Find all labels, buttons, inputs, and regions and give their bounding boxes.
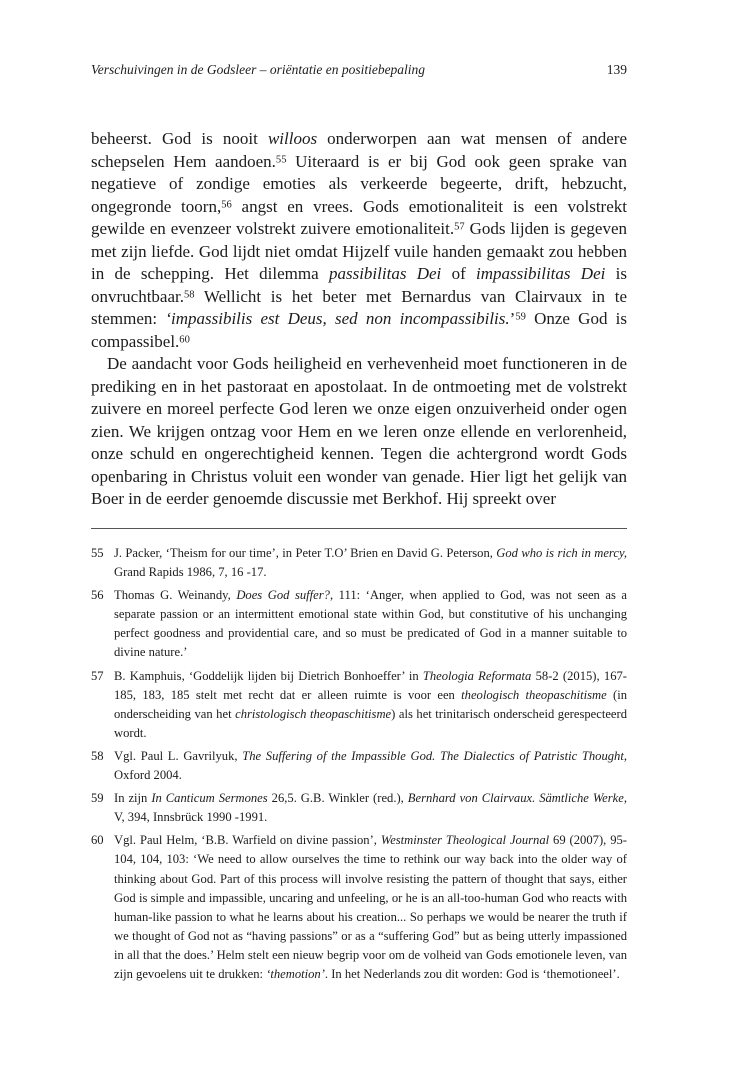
- footnote-ref-57[interactable]: 57: [454, 221, 465, 233]
- running-title: Verschuivingen in de Godsleer – oriëntatie en positiebepaling: [91, 62, 426, 77]
- main-text: [91, 128, 627, 511]
- paragraph-1: beheerst. God is nooit willoos onderworpen aan wat mensen of andere schepselen Hem aandoen.$^{55}$ Uiteraard is er bij God ook geen sprake van negatieve of zondige emoties als verkeerde begeerte, drift, hebzucht, ongegronde toorn,$^{56}$ angst en vrees. Gods emotionaliteit is een volstrekt gewilde en evenzeer volstrekt zuivere emotionaliteit.$^{57}$ Gods lijden is gegeven met zijn liefde. God lijdt niet omdat Hijzelf vuile handen gemaakt zou hebben in de schepping. Het dilemma passibilitas Dei of impassibilitas Dei is onvruchtbaar.$^{58}$ Wellicht is het beter met Bernardus van Clairvaux in te stemmen: ‘impassibilis est Deus, sed non incompassibilis.’$^{59}$ Onze God is compassibel.$^{60}$: [91, 129, 628, 351]
- footnote-57: 57 B. Kamphuis, ‘Goddelijk lijden bij Dietrich Bonhoeffer’ in Theologia Reformata 58-2 (2015), 167-185, 183, 185 stelt met recht dat er alleen ruimte is voor een theologisch theopaschitisme (in onderscheiding van het christologisch theopaschitisme) als het trinitarisch onderscheid gerespecteerd wordt.: [91, 668, 628, 740]
- running-header: [91, 62, 627, 84]
- footnote-number: 57: [91, 668, 104, 683]
- footnote-56: 56 Thomas G. Weinandy, Does God suffer?, 111: ‘Anger, when applied to God, was not seen as a separate passion or an intermittent emotional state within God, but constitutive of his unchanging perfect goodness and providential care, and so must be predicated of God in a manner suitable to divine nature.’: [91, 588, 628, 660]
- footnotes: [91, 544, 627, 988]
- footnote-ref-56[interactable]: 56: [221, 198, 232, 210]
- footnote-55: 55 J. Packer, ‘Theism for our time’, in Peter T.O’ Brien en David G. Peterson, God who is rich in mercy, Grand Rapids 1986, 7, 16 -17.: [91, 546, 627, 580]
- footnote-number: 59: [91, 791, 104, 806]
- footnote-ref-60[interactable]: 60: [179, 333, 190, 345]
- footnote-59: 59 In zijn In Canticum Sermones 26,5. G.B. Winkler (red.), Bernhard von Clairvaux. Sämtliche Werke, V, 394, Innsbrück 1990 -1991.: [91, 791, 627, 825]
- footnote-divider: [91, 528, 627, 529]
- footnote-58: 58 Vgl. Paul L. Gavrilyuk, The Suffering of the Impassible God. The Dialectics of Patristic Thought, Oxford 2004.: [91, 748, 628, 783]
- footnote-number: 55: [91, 546, 104, 560]
- paragraph-2: De aandacht voor Gods heiligheid en verhevenheid moet functioneren in de prediking en in het pastoraat en apostolaat. In de ontmoeting met de volstrekt zuivere en moreel perfecte God leren we onze eigen onzuiverheid onder ogen zien. We krijgen ontzag voor Hem en we leren onze ellende en verlorenheid, onze schuld en ongerechtigheid kennen. Tegen die achtergrond wordt Gods openbaring in Christus voluit een wonder van genade. Hier ligt het gelijk van Boer in de eerder genoemde discussie met Berkhof. Hij spreekt over: [91, 354, 627, 508]
- page-number: 139: [606, 62, 627, 77]
- footnote-60: 60 Vgl. Paul Helm, ‘B.B. Warfield on divine passion’, Westminster Theological Journal 69 (2007), 95-104, 104, 103: ‘We need to allow ourselves the time to rethink our way back into the older way of thinking about God. Part of this process will involve resisting the pattern of thought that says, either God is simple and impassible, uncaring and unfeeling, or he is an all-too-human God who reacts with human-like passion to what he learns about his creation... So perhaps we would be nearer the truth if we thought of God not as “having passions” or as a “suffering God” but as being utterly impassioned in all that the does.’ Helm stelt een nieuw begrip voor om de volheid van Gods emotionele leven, van zijn gevoelens uit te drukken: ‘themotion’. In het Nederlands zou dit worden: God is ‘themotioneel’.: [91, 833, 627, 981]
- footnote-number: 58: [91, 748, 104, 763]
- footnote-number: 56: [91, 588, 104, 603]
- footnote-number: 60: [91, 833, 104, 848]
- footnote-ref-59[interactable]: 59: [515, 311, 526, 323]
- footnote-ref-55[interactable]: 55: [275, 153, 287, 165]
- footnote-ref-58[interactable]: 58: [184, 288, 195, 300]
